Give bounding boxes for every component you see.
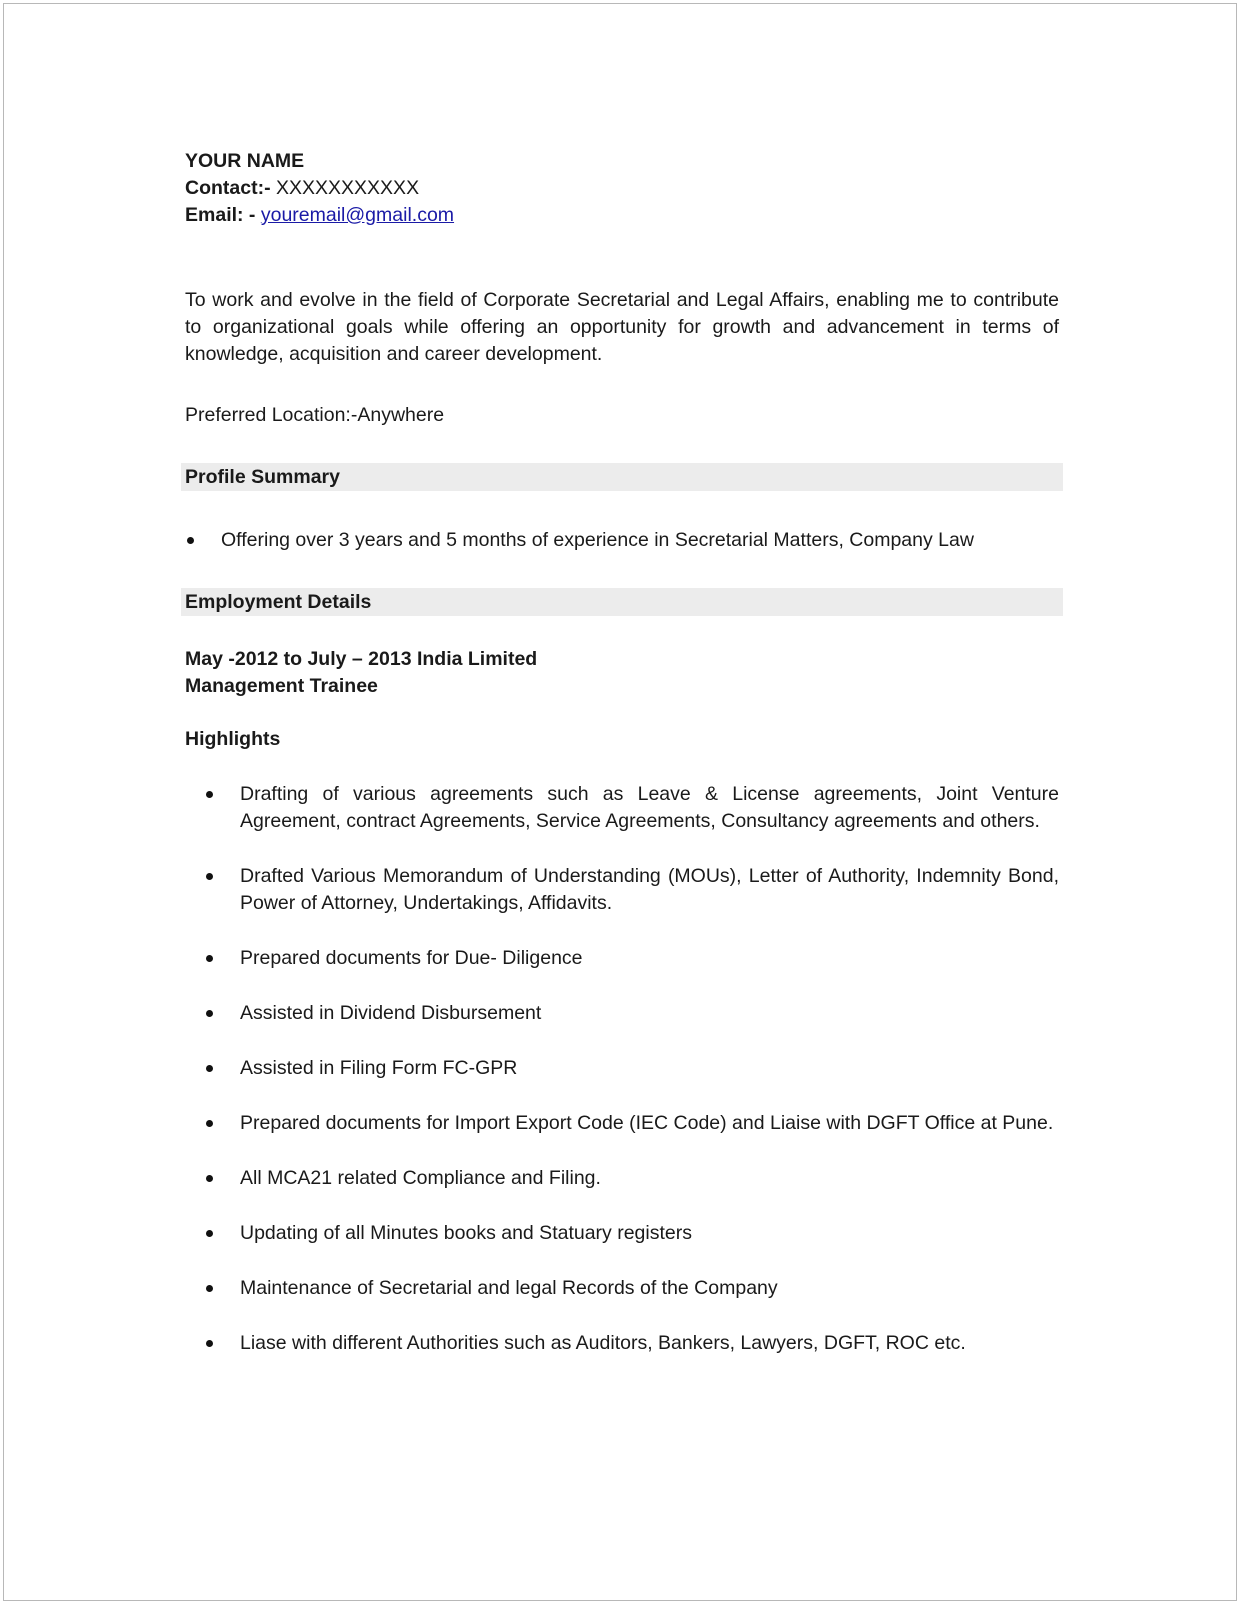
list-item-text: Offering over 3 years and 5 months of experience in Secretarial Matters, Company Law bbox=[221, 529, 974, 551]
list-item-text: Prepared documents for Due- Diligence bbox=[240, 947, 583, 969]
job-entry bbox=[185, 646, 1059, 700]
list-item-text: Assisted in Dividend Disbursement bbox=[240, 1002, 542, 1024]
bullet-icon bbox=[206, 1120, 213, 1127]
highlights-list bbox=[185, 781, 1059, 1357]
bullet-icon bbox=[206, 791, 213, 798]
bullet-icon bbox=[206, 873, 213, 880]
bullet-icon bbox=[206, 955, 213, 962]
list-item bbox=[185, 945, 1059, 972]
list-item-text: Assisted in Filing Form FC-GPR bbox=[240, 1057, 518, 1079]
list-item bbox=[185, 1055, 1059, 1082]
list-item bbox=[185, 1000, 1059, 1027]
section-title-profile-summary: Profile Summary bbox=[181, 463, 1063, 491]
contact-header bbox=[185, 148, 1059, 229]
highlights-heading: Highlights bbox=[185, 728, 281, 750]
bullet-icon bbox=[206, 1065, 213, 1072]
resume-document bbox=[185, 148, 1059, 1385]
list-item bbox=[185, 1330, 1059, 1357]
list-item bbox=[185, 1165, 1059, 1192]
bullet-icon bbox=[206, 1340, 213, 1347]
contact-label: Contact:- bbox=[185, 177, 271, 199]
list-item bbox=[185, 1110, 1059, 1137]
job-role: Management Trainee bbox=[185, 675, 378, 697]
candidate-name: YOUR NAME bbox=[185, 150, 305, 172]
contact-line bbox=[185, 175, 1059, 202]
objective-paragraph: To work and evolve in the field of Corporate Secretarial and Legal Affairs, enabling me to contribute to organizational goals while offering an opportunity for growth and advancement in terms of knowledge, acquisition and career development. bbox=[185, 289, 1059, 365]
bullet-icon bbox=[206, 1175, 213, 1182]
list-item-text: Prepared documents for Import Export Code (IEC Code) and Liaise with DGFT Office at Pune. bbox=[240, 1112, 1054, 1134]
list-item bbox=[185, 1220, 1059, 1247]
list-item-text: Updating of all Minutes books and Statuary registers bbox=[240, 1222, 692, 1244]
profile-summary-list bbox=[185, 527, 1059, 554]
list-item bbox=[185, 863, 1059, 917]
list-item-text: Liase with different Authorities such as Auditors, Bankers, Lawyers, DGFT, ROC etc. bbox=[240, 1332, 966, 1354]
preferred-location: Preferred Location:-Anywhere bbox=[185, 404, 445, 426]
list-item-text: Maintenance of Secretarial and legal Records of the Company bbox=[240, 1277, 778, 1299]
email-label: Email: - bbox=[185, 204, 256, 226]
email-line bbox=[185, 202, 1059, 229]
list-item bbox=[185, 1275, 1059, 1302]
list-item-text: All MCA21 related Compliance and Filing. bbox=[240, 1167, 601, 1189]
list-item bbox=[185, 527, 1059, 554]
job-period-company: May -2012 to July – 2013 India Limited bbox=[185, 648, 538, 670]
list-item bbox=[185, 781, 1059, 835]
bullet-icon bbox=[206, 1285, 213, 1292]
section-title-employment-details: Employment Details bbox=[181, 588, 1063, 616]
list-item-text: Drafted Various Memorandum of Understanding (MOUs), Letter of Authority, Indemnity Bond, Power of Attorney, Undertakings, Affidavits. bbox=[240, 865, 1059, 914]
contact-value: XXXXXXXXXXX bbox=[276, 177, 420, 199]
bullet-icon bbox=[206, 1230, 213, 1237]
bullet-icon bbox=[206, 1010, 213, 1017]
email-link[interactable]: youremail@gmail.com bbox=[260, 204, 455, 226]
bullet-icon bbox=[187, 537, 194, 544]
list-item-text: Drafting of various agreements such as Leave & License agreements, Joint Venture Agreement, contract Agreements, Service Agreements, Consultancy agreements and others. bbox=[240, 783, 1059, 832]
